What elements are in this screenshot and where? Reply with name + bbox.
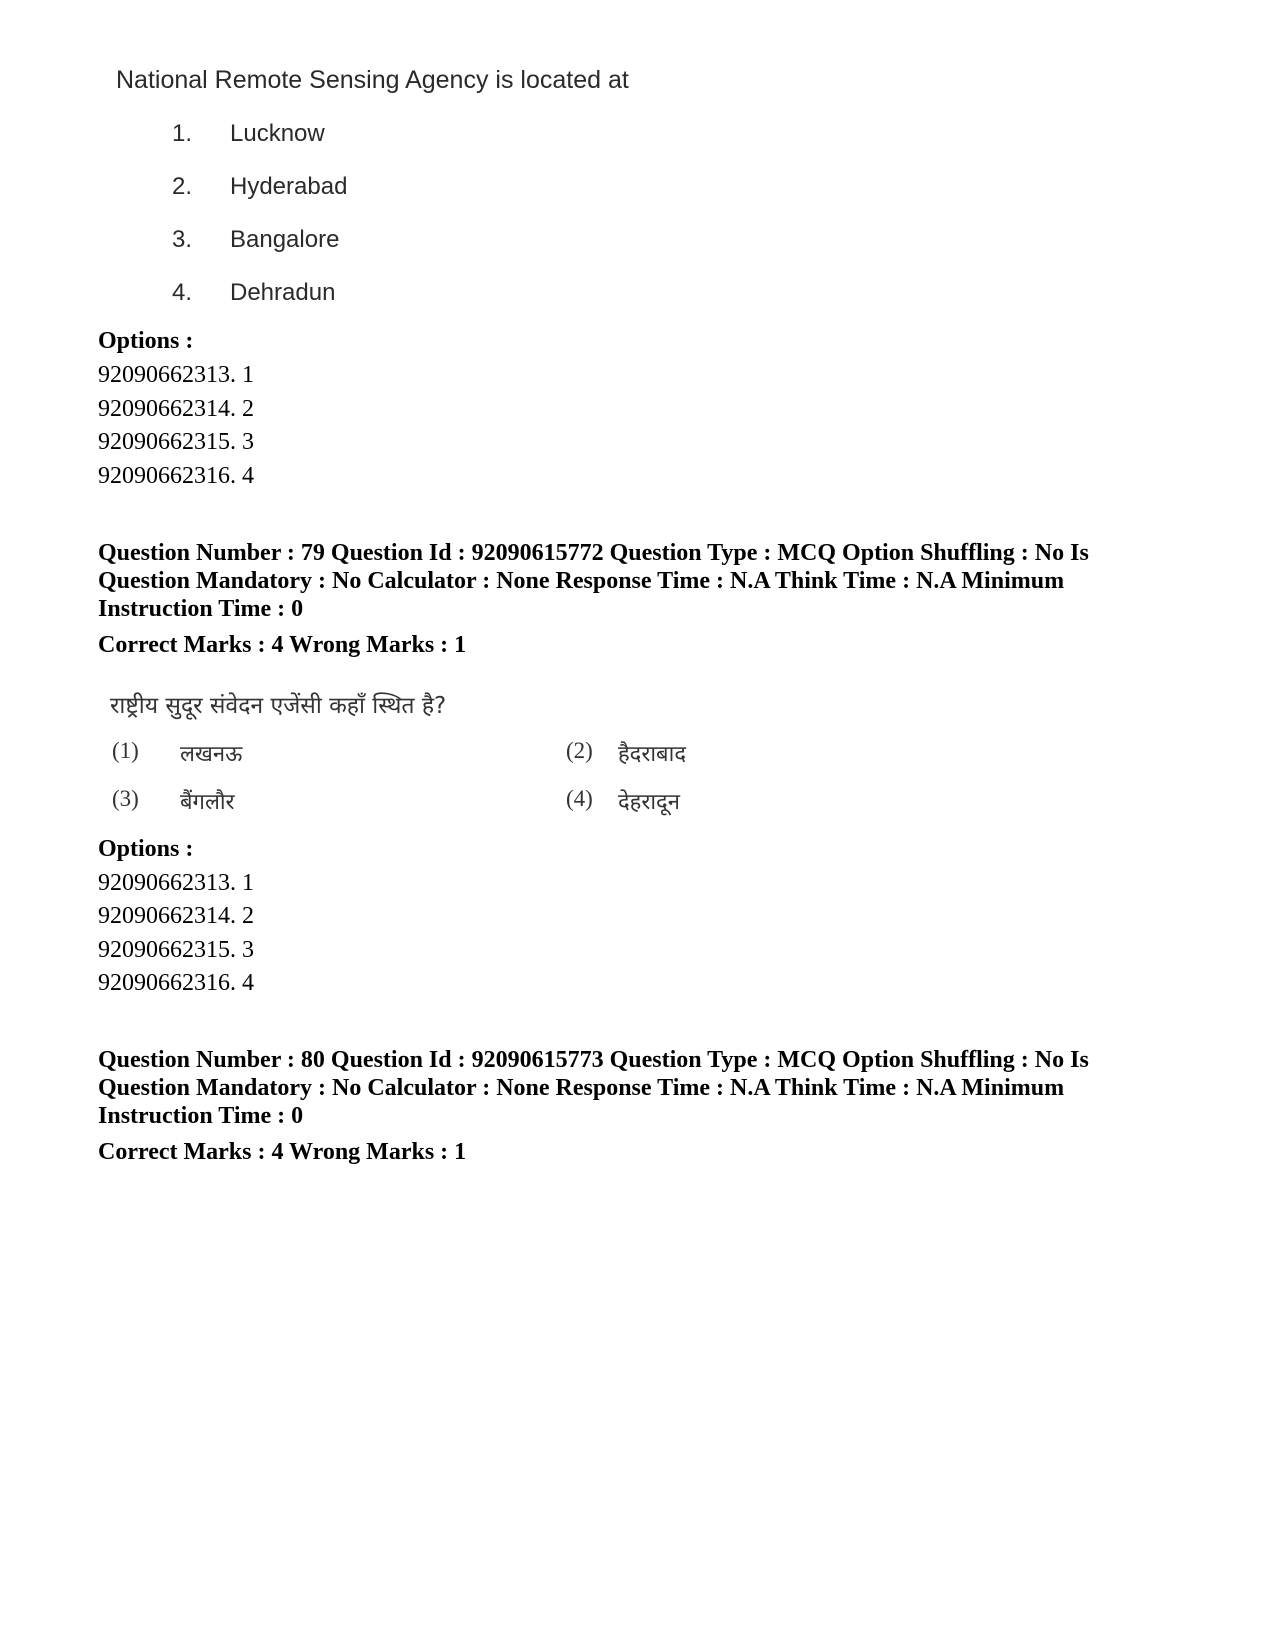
option-id-line: 92090662316. 4 [98, 970, 254, 996]
option-id-line: 92090662314. 2 [98, 396, 254, 422]
option-id-line: 92090662313. 1 [98, 362, 254, 388]
option-id-line: 92090662314. 2 [98, 903, 254, 929]
option-id-line: 92090662313. 1 [98, 870, 254, 896]
option-text: लखनऊ [180, 742, 243, 767]
option-text: Bangalore [230, 226, 340, 253]
option-text: देहरादून [618, 790, 680, 815]
option-number: 2. [172, 173, 193, 200]
option-number: (1) [112, 738, 139, 763]
question-80-meta: Question Number : 80 Question Id : 92090615773 Question Type : MCQ Option Shuffling : No Is Question Mandatory : No Calculator : None Response Time : N.A Think Time : N.A Minimum Instruction Time : 0 [98, 1047, 1089, 1129]
option-text: Hyderabad [230, 173, 348, 200]
options-label: Options : [98, 836, 194, 862]
option-number: 4. [172, 279, 193, 306]
option-number: 1. [172, 120, 193, 147]
option-text: बैंगलौर [180, 790, 235, 815]
option-number: (4) [566, 786, 593, 811]
question-text-hindi: राष्ट्रीय सुदूर संवेदन एजेंसी कहाँ स्थित है? [110, 693, 447, 719]
question-79-meta: Question Number : 79 Question Id : 92090615772 Question Type : MCQ Option Shuffling : No Is Question Mandatory : No Calculator : None Response Time : N.A Think Time : N.A Minimum Instruction Time : 0 [98, 540, 1089, 622]
option-number: 3. [172, 226, 193, 253]
option-id-line: 92090662316. 4 [98, 463, 254, 489]
option-id-line: 92090662315. 3 [98, 937, 254, 963]
option-text: Lucknow [230, 120, 325, 147]
option-text: हैदराबाद [618, 742, 687, 767]
question-text-english: National Remote Sensing Agency is located at [116, 66, 629, 94]
question-80-marks: Correct Marks : 4 Wrong Marks : 1 [98, 1139, 467, 1165]
option-id-line: 92090662315. 3 [98, 429, 254, 455]
option-number: (3) [112, 786, 139, 811]
option-number: (2) [566, 738, 593, 763]
question-79-marks: Correct Marks : 4 Wrong Marks : 1 [98, 632, 467, 658]
options-label: Options : [98, 328, 194, 354]
option-text: Dehradun [230, 279, 336, 306]
